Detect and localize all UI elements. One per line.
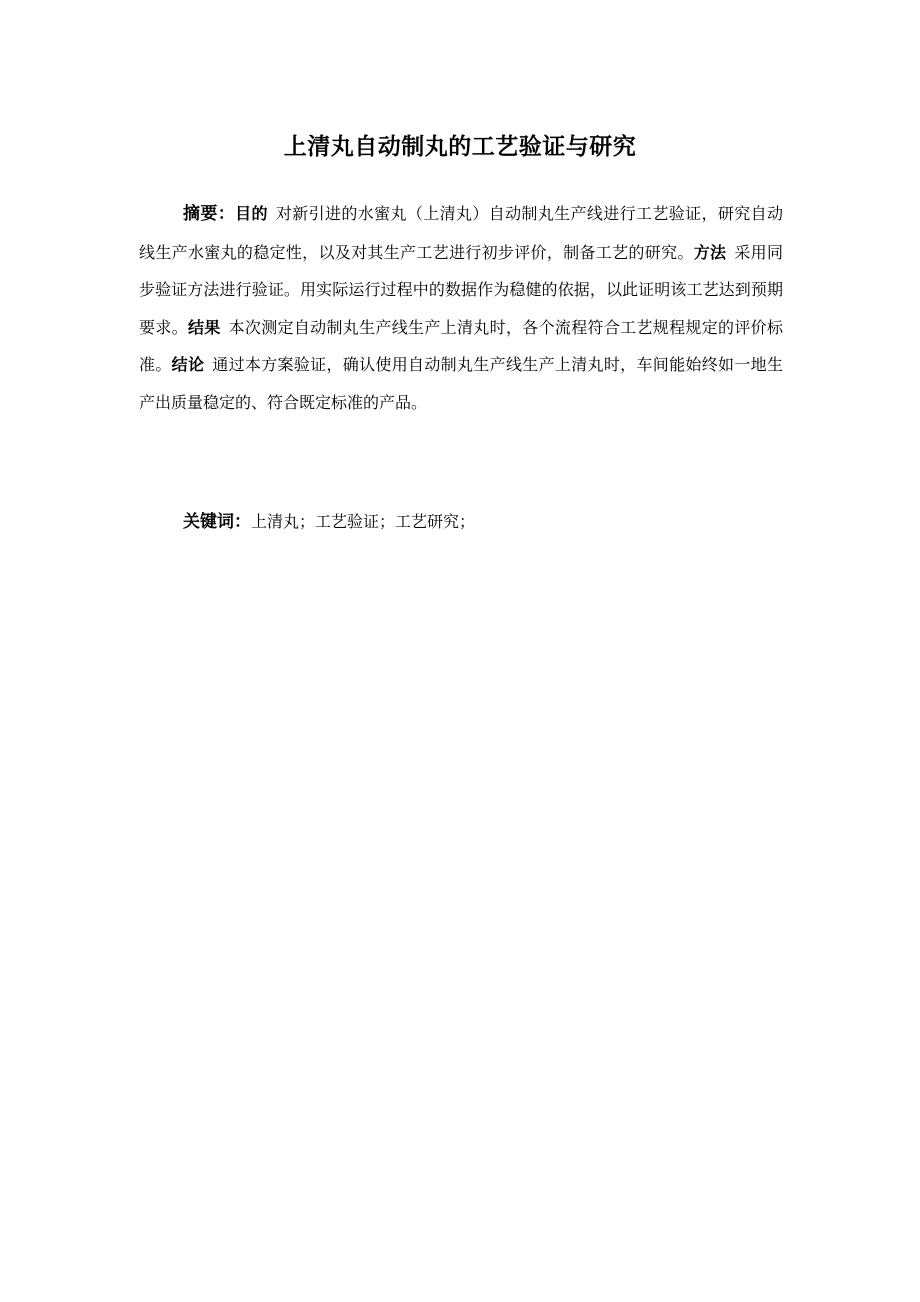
keywords-label: 关键词：	[183, 512, 251, 532]
result-text: 本次测定自动制丸生产线生产上清丸时，各个流程符合工艺规程规定的评价标准。	[139, 317, 783, 374]
keywords-text: 上清丸；工艺验证；工艺研究；	[251, 512, 476, 531]
result-label: 结果	[187, 317, 221, 337]
abstract-paragraph	[139, 195, 783, 421]
objective-text: 对新引进的水蜜丸（上清丸）自动制丸生产线进行工艺验证，研究自动线生产水蜜丸的稳定性，以及对其生产工艺进行初步评价，制备工艺的研究。	[139, 204, 783, 262]
conclusion-label: 结论	[171, 355, 205, 374]
method-text: 采用同步验证方法进行验证。用实际运行过程中的数据作为稳健的依据，以此证明该工艺达到预期要求。	[139, 242, 783, 337]
objective-label: 目的	[235, 204, 268, 223]
conclusion-text: 通过本方案验证，确认使用自动制丸生产线生产上清丸时，车间能始终如一地生产出质量稳定的、符合既定标准的产品。	[139, 355, 783, 412]
method-label: 方法	[693, 242, 727, 262]
abstract-label: 摘要：	[183, 204, 236, 224]
paper-title: 上清丸自动制丸的工艺验证与研究	[283, 134, 637, 160]
keywords-line	[183, 505, 783, 539]
